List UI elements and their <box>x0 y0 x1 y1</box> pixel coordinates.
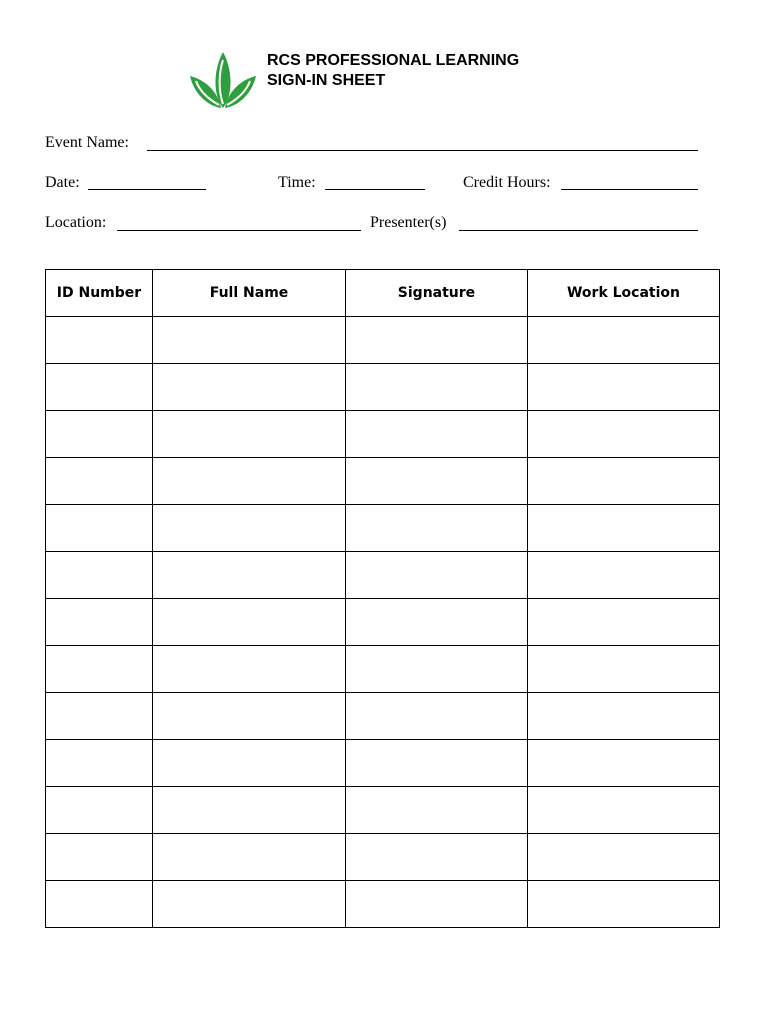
id-number-cell[interactable] <box>46 599 153 646</box>
page-title <box>267 51 519 91</box>
full-name-cell[interactable] <box>153 364 346 411</box>
full-name-cell[interactable] <box>153 458 346 505</box>
full-name-cell[interactable] <box>153 834 346 881</box>
id-number-cell[interactable] <box>46 411 153 458</box>
signature-cell[interactable] <box>346 787 528 834</box>
full-name-cell[interactable] <box>153 693 346 740</box>
work-location-cell[interactable] <box>528 834 720 881</box>
signature-cell[interactable] <box>346 740 528 787</box>
work-location-cell[interactable] <box>528 317 720 364</box>
id-number-cell[interactable] <box>46 787 153 834</box>
signature-cell[interactable] <box>346 693 528 740</box>
table-body <box>46 317 720 928</box>
column-header-signature: Signature <box>346 270 528 317</box>
time-field[interactable] <box>325 189 425 190</box>
id-number-cell[interactable] <box>46 552 153 599</box>
table-row <box>46 834 720 881</box>
full-name-cell[interactable] <box>153 740 346 787</box>
table-header-row <box>46 270 720 317</box>
table-row <box>46 317 720 364</box>
work-location-cell[interactable] <box>528 364 720 411</box>
signature-cell[interactable] <box>346 646 528 693</box>
presenters-label: Presenter(s) <box>370 214 447 231</box>
date-field[interactable] <box>88 189 206 190</box>
leaf-sprout-icon <box>188 50 258 112</box>
work-location-cell[interactable] <box>528 693 720 740</box>
credit-hours-field[interactable] <box>561 189 698 190</box>
table-row <box>46 411 720 458</box>
full-name-cell[interactable] <box>153 787 346 834</box>
column-header-id-number: ID Number <box>46 270 153 317</box>
signature-cell[interactable] <box>346 881 528 928</box>
work-location-cell[interactable] <box>528 552 720 599</box>
work-location-cell[interactable] <box>528 646 720 693</box>
signature-cell[interactable] <box>346 458 528 505</box>
column-header-work-location: Work Location <box>528 270 720 317</box>
title-line-1: RCS PROFESSIONAL LEARNING <box>267 52 520 69</box>
id-number-cell[interactable] <box>46 881 153 928</box>
work-location-cell[interactable] <box>528 411 720 458</box>
work-location-cell[interactable] <box>528 787 720 834</box>
full-name-cell[interactable] <box>153 317 346 364</box>
signature-cell[interactable] <box>346 505 528 552</box>
presenters-field[interactable] <box>459 230 698 231</box>
table-row <box>46 458 720 505</box>
table-row <box>46 740 720 787</box>
signature-cell[interactable] <box>346 411 528 458</box>
full-name-cell[interactable] <box>153 881 346 928</box>
time-label: Time: <box>278 174 316 191</box>
table-row <box>46 552 720 599</box>
table-row <box>46 881 720 928</box>
sign-in-table <box>45 269 720 928</box>
table-row <box>46 505 720 552</box>
column-header-full-name: Full Name <box>153 270 346 317</box>
signature-cell[interactable] <box>346 317 528 364</box>
work-location-cell[interactable] <box>528 740 720 787</box>
id-number-cell[interactable] <box>46 317 153 364</box>
location-field[interactable] <box>117 230 361 231</box>
signature-cell[interactable] <box>346 834 528 881</box>
signature-cell[interactable] <box>346 599 528 646</box>
full-name-cell[interactable] <box>153 552 346 599</box>
id-number-cell[interactable] <box>46 364 153 411</box>
location-label: Location: <box>45 214 107 231</box>
work-location-cell[interactable] <box>528 599 720 646</box>
table-row <box>46 693 720 740</box>
title-line-2: SIGN-IN SHEET <box>267 72 386 89</box>
signature-cell[interactable] <box>346 364 528 411</box>
table-row <box>46 646 720 693</box>
table-row <box>46 364 720 411</box>
id-number-cell[interactable] <box>46 740 153 787</box>
event-name-label: Event Name: <box>45 134 129 151</box>
full-name-cell[interactable] <box>153 646 346 693</box>
table-row <box>46 599 720 646</box>
credit-hours-label: Credit Hours: <box>463 174 551 191</box>
id-number-cell[interactable] <box>46 458 153 505</box>
id-number-cell[interactable] <box>46 834 153 881</box>
work-location-cell[interactable] <box>528 505 720 552</box>
id-number-cell[interactable] <box>46 693 153 740</box>
signature-cell[interactable] <box>346 552 528 599</box>
full-name-cell[interactable] <box>153 599 346 646</box>
id-number-cell[interactable] <box>46 505 153 552</box>
event-name-field[interactable] <box>147 150 698 151</box>
table-row <box>46 787 720 834</box>
id-number-cell[interactable] <box>46 646 153 693</box>
full-name-cell[interactable] <box>153 411 346 458</box>
work-location-cell[interactable] <box>528 458 720 505</box>
date-label: Date: <box>45 174 80 191</box>
full-name-cell[interactable] <box>153 505 346 552</box>
work-location-cell[interactable] <box>528 881 720 928</box>
